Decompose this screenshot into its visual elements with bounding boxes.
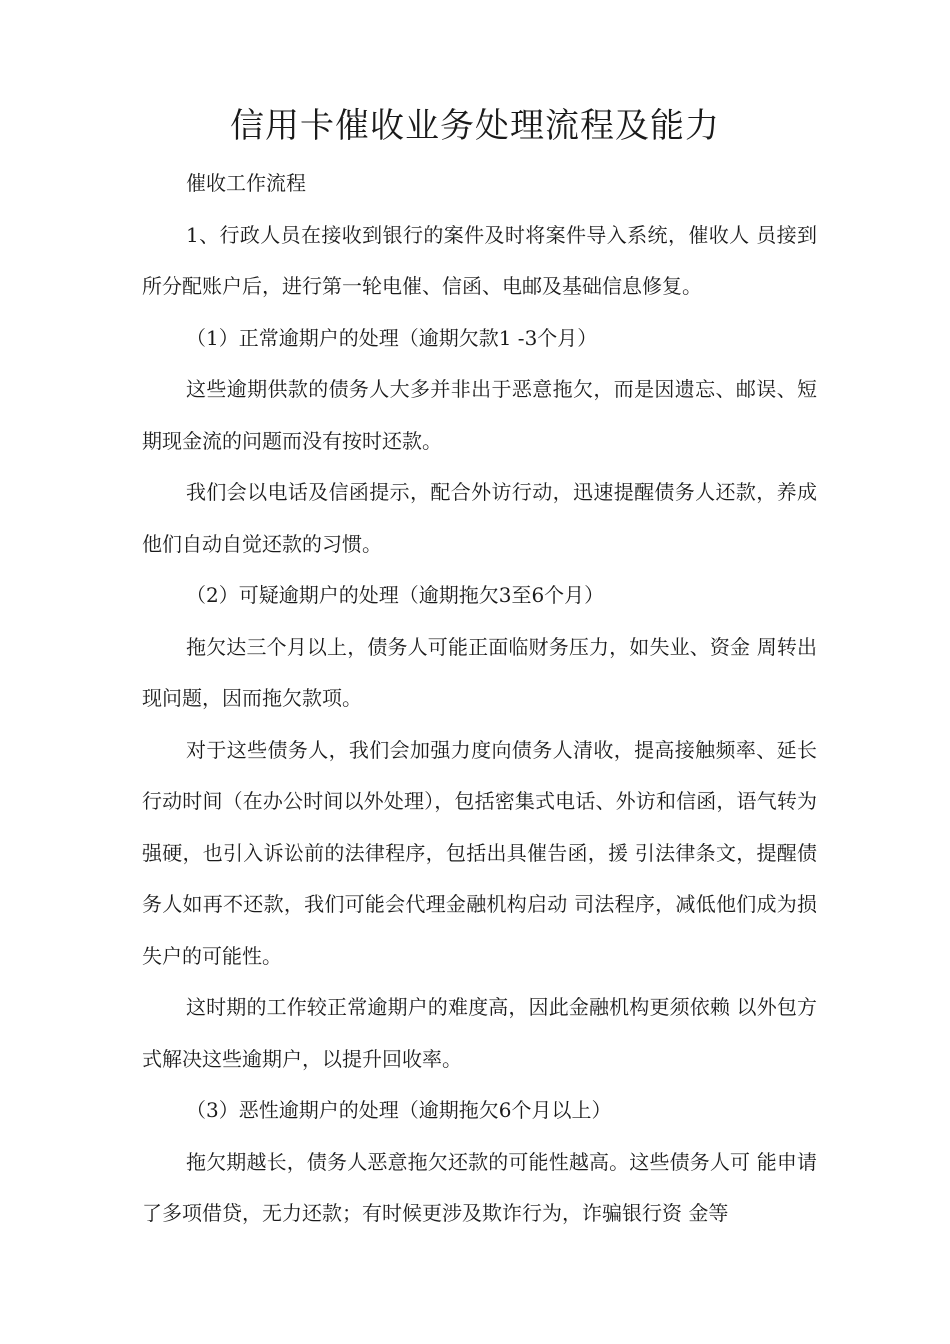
- paragraph: 这时期的工作较正常逾期户的难度高，因此金融机构更须依赖 以外包方式解决这些逾期户，以提升回收率。: [142, 995, 817, 1071]
- paragraph: 对于这些债务人，我们会加强力度向债务人清收，提高接触频率、延长行动时间（在办公时间以外处理），包括密集式电话、外访和信函，语气转为强硬，也引入诉讼前的法律程序，包括出具催告函，援 引法律条文，提醒债务人如再不还款，我们可能会代理金融机构启动 司法程序，减低他们成为损失户的可能性。: [142, 737, 817, 968]
- subsection-heading: （1）正常逾期户的处理（逾期欠款1 -3个月）: [186, 325, 598, 350]
- paragraph: 拖欠期越长，债务人恶意拖欠还款的可能性越高。这些债务人可 能申请了多项借贷，无力还款；有时候更涉及欺诈行为，诈骗银行资 金等: [142, 1149, 817, 1225]
- subsection-heading: （2）可疑逾期户的处理（逾期拖欠3至6个月）: [186, 583, 605, 607]
- paragraph: 拖欠达三个月以上，债务人可能正面临财务压力，如失业、资金 周转出现问题，因而拖欠款项。: [142, 634, 817, 710]
- paragraph: 1、行政人员在接收到银行的案件及时将案件导入系统，催收人 员接到所分配账户后，进行第一轮电催、信函、电邮及基础信息修复。: [142, 222, 817, 298]
- subsection-heading: （3）恶性逾期户的处理（逾期拖欠6个月以上）: [186, 1098, 612, 1122]
- document-body: [142, 158, 817, 1240]
- document-title: 信用卡催收业务处理流程及能力: [230, 106, 720, 146]
- section-heading: 催收工作流程: [186, 171, 306, 195]
- paragraph: 我们会以电话及信函提示，配合外访行动，迅速提醒债务人还款，养成他们自动自觉还款的习惯。: [142, 480, 817, 556]
- paragraph: 这些逾期供款的债务人大多并非出于恶意拖欠，而是因遗忘、邮误、短期现金流的问题而没有按时还款。: [142, 377, 817, 453]
